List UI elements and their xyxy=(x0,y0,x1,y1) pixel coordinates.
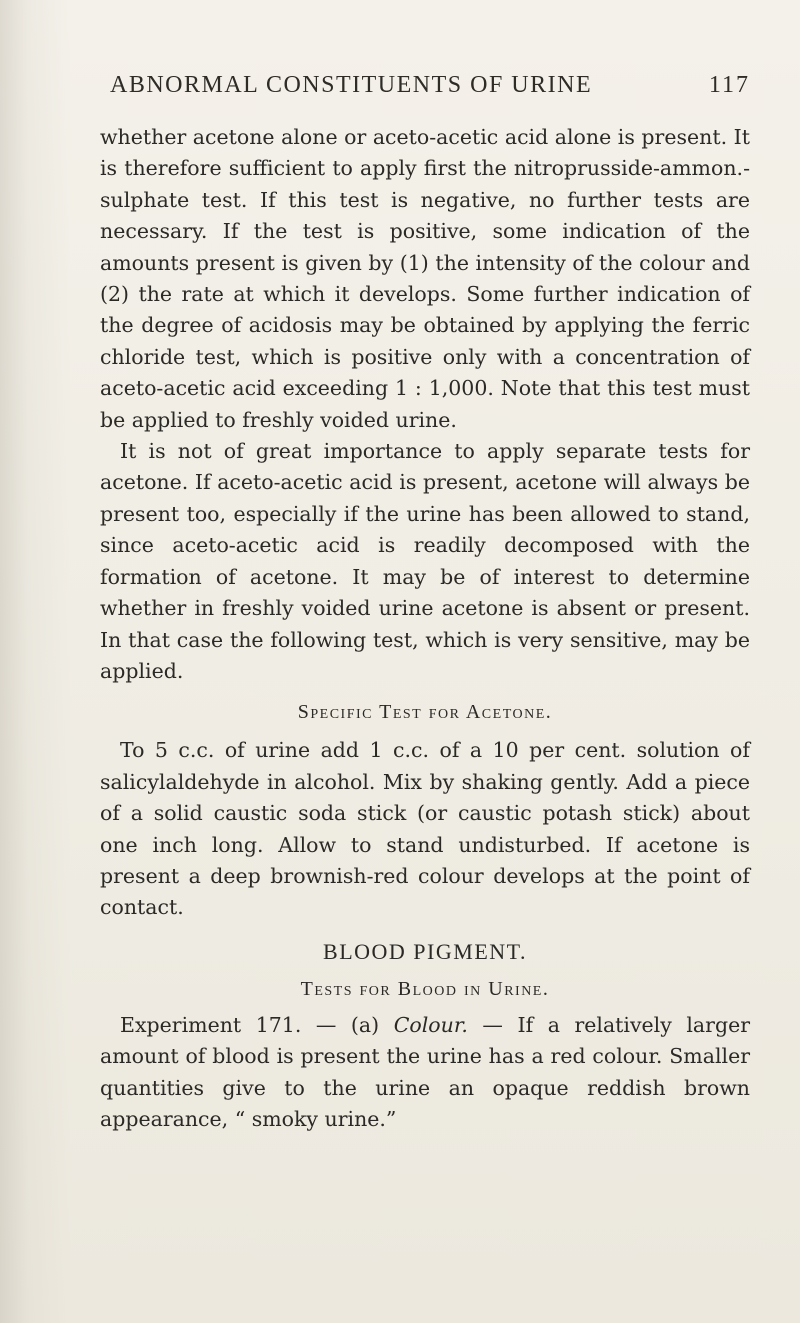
heading-tests-for-blood: Tests for Blood in Urine. xyxy=(300,977,550,1000)
paragraph-experiment-171 xyxy=(100,1010,750,1136)
paragraph-salicylaldehyde-test: To 5 c.c. of urine add 1 c.c. of a 10 per cent. solution of salicylaldehyde in alcohol. Mix by shaking gently. Add a piece of a solid caustic soda stick (or caustic potash stick) about one inch long. Allow to stand undisturbed. If acetone is present a deep brownish-red colour develops at the point of contact. xyxy=(100,738,750,920)
page-gutter-shadow xyxy=(0,0,70,1323)
page-number: 117 xyxy=(708,72,750,98)
page-body xyxy=(100,122,750,1135)
experiment-lead: Experiment 171. — (a) xyxy=(120,1012,394,1037)
heading-specific-test-acetone: Specific Test for Acetone. xyxy=(297,701,553,724)
paragraph-separate-tests: It is not of great importance to apply separate tests for acetone. If aceto-acetic acid is present, acetone will always be present too, especially if the urine has been allowed to stand, since aceto-acetic acid is readily decomposed with the formation of acetone. It may be of interest to determine whether in freshly voided urine acetone is absent or present. In that case the following test, which is very sensitive, may be applied. xyxy=(100,439,750,683)
experiment-colour-label: Colour. xyxy=(393,1012,468,1037)
heading-blood-pigment: BLOOD PIGMENT. xyxy=(323,938,527,964)
page-header xyxy=(110,72,750,108)
paragraph-acetone-tests: whether acetone alone or aceto-acetic acid alone is present. It is therefore sufficient to apply first the nitroprusside-ammon.-sulphate test. If this test is negative, no further tests are necessary. If the test is positive, some indication of the amounts present is given by (1) the intensity of the colour and (2) the rate at which it develops. Some further indication of the degree of acidosis may be obtained by applying the ferric chloride test, which is positive only with a concentration of aceto-acetic acid exceeding 1 : 1,000. Note that this test must be applied to freshly voided urine. xyxy=(100,125,750,432)
running-head: ABNORMAL CONSTITUENTS OF URINE xyxy=(110,72,593,98)
experiment-text: — If a relatively larger amount of blood is present the urine has a red colour. Smaller quantities give to the urine an opaque reddish brown appearance, “ smoky urine.” xyxy=(100,1012,750,1131)
